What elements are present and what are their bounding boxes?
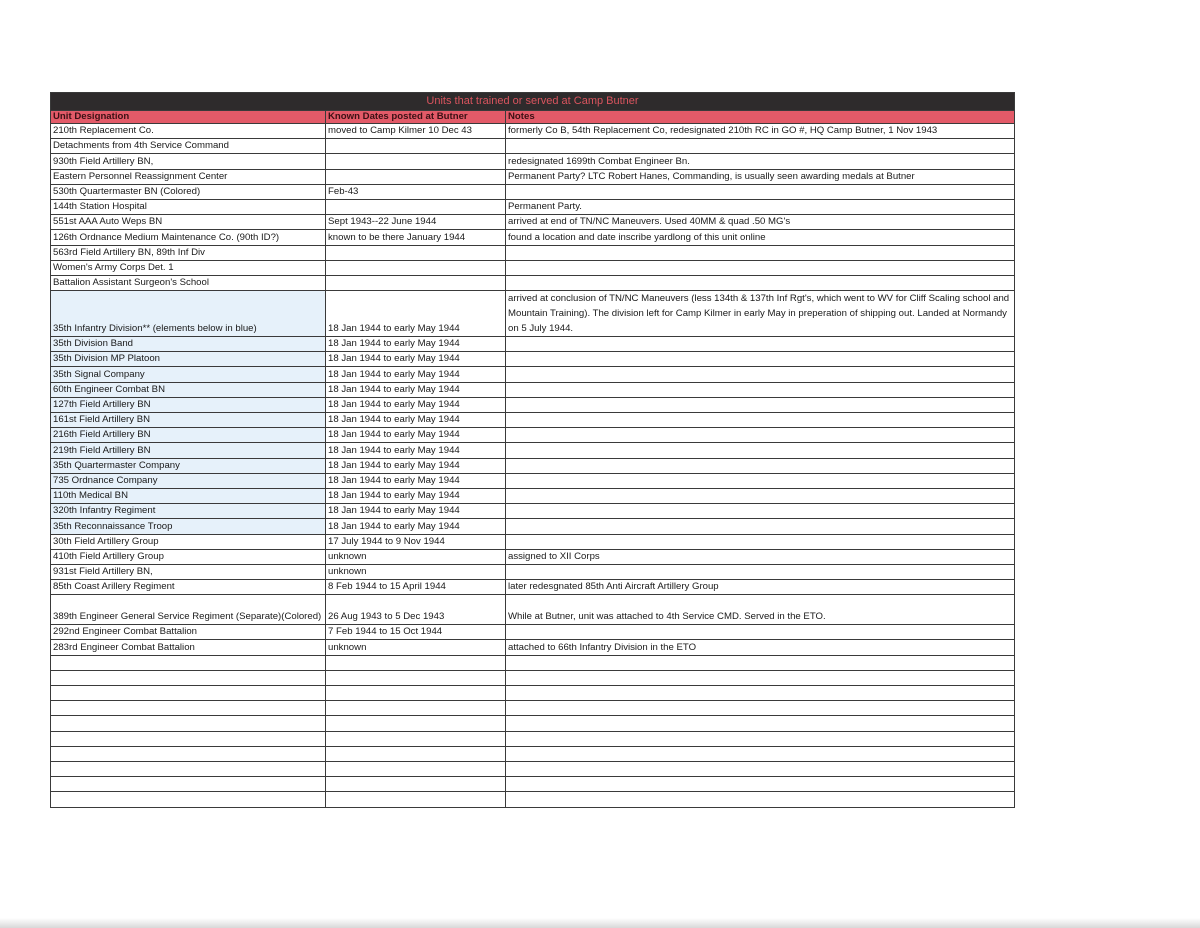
- empty-cell: [506, 761, 1015, 776]
- dates-cell: 18 Jan 1944 to early May 1944: [326, 337, 506, 352]
- dates-cell: 18 Jan 1944 to early May 1944: [326, 458, 506, 473]
- unit-cell: 735 Ordnance Company: [51, 473, 326, 488]
- table-row: [51, 337, 1015, 352]
- table-title: Units that trained or served at Camp Butner: [51, 93, 1015, 111]
- unit-cell: 219th Field Artillery BN: [51, 443, 326, 458]
- table-row: [51, 428, 1015, 443]
- empty-cell: [326, 761, 506, 776]
- dates-cell: unknown: [326, 564, 506, 579]
- dates-cell: 18 Jan 1944 to early May 1944: [326, 397, 506, 412]
- notes-cell: attached to 66th Infantry Division in the ETO: [506, 640, 1015, 655]
- dates-cell: Sept 1943--22 June 1944: [326, 215, 506, 230]
- notes-cell: [506, 443, 1015, 458]
- table-row: [51, 169, 1015, 184]
- unit-cell: 35th Quartermaster Company: [51, 458, 326, 473]
- table-row: [51, 291, 1015, 337]
- table-row: [51, 382, 1015, 397]
- dates-cell: [326, 154, 506, 169]
- unit-cell: 161st Field Artillery BN: [51, 413, 326, 428]
- unit-cell: 35th Reconnaissance Troop: [51, 519, 326, 534]
- notes-cell: found a location and date inscribe yardlong of this unit online: [506, 230, 1015, 245]
- unit-cell: 85th Coast Arillery Regiment: [51, 580, 326, 595]
- empty-cell: [506, 655, 1015, 670]
- dates-cell: 18 Jan 1944 to early May 1944: [326, 473, 506, 488]
- dates-cell: 18 Jan 1944 to early May 1944: [326, 428, 506, 443]
- empty-cell: [51, 701, 326, 716]
- table-row: [51, 625, 1015, 640]
- header-row: [51, 111, 1015, 124]
- empty-cell: [506, 701, 1015, 716]
- table-row: [51, 413, 1015, 428]
- dates-cell: [326, 260, 506, 275]
- empty-cell: [51, 777, 326, 792]
- empty-row: [51, 746, 1015, 761]
- unit-cell: 35th Division MP Platoon: [51, 352, 326, 367]
- table-row: [51, 139, 1015, 154]
- notes-cell: [506, 382, 1015, 397]
- notes-cell: While at Butner, unit was attached to 4th Service CMD. Served in the ETO.: [506, 595, 1015, 625]
- empty-cell: [51, 731, 326, 746]
- table-row: [51, 640, 1015, 655]
- empty-row: [51, 655, 1015, 670]
- dates-cell: [326, 139, 506, 154]
- dates-cell: 18 Jan 1944 to early May 1944: [326, 443, 506, 458]
- table-row: [51, 534, 1015, 549]
- table-row: [51, 564, 1015, 579]
- unit-cell: 283rd Engineer Combat Battalion: [51, 640, 326, 655]
- table-row: [51, 595, 1015, 625]
- notes-cell: [506, 488, 1015, 503]
- dates-cell: 18 Jan 1944 to early May 1944: [326, 519, 506, 534]
- unit-cell: 320th Infantry Regiment: [51, 504, 326, 519]
- empty-cell: [51, 761, 326, 776]
- empty-cell: [51, 792, 326, 807]
- unit-cell: 35th Division Band: [51, 337, 326, 352]
- dates-cell: 18 Jan 1944 to early May 1944: [326, 504, 506, 519]
- dates-cell: 18 Jan 1944 to early May 1944: [326, 291, 506, 337]
- empty-cell: [506, 670, 1015, 685]
- notes-cell: assigned to XII Corps: [506, 549, 1015, 564]
- table-row: [51, 352, 1015, 367]
- dates-cell: 26 Aug 1943 to 5 Dec 1943: [326, 595, 506, 625]
- dates-cell: moved to Camp Kilmer 10 Dec 43: [326, 124, 506, 139]
- table-row: [51, 488, 1015, 503]
- table-row: [51, 215, 1015, 230]
- empty-cell: [326, 655, 506, 670]
- empty-row: [51, 716, 1015, 731]
- dates-cell: Feb-43: [326, 184, 506, 199]
- empty-cell: [506, 777, 1015, 792]
- dates-cell: [326, 199, 506, 214]
- empty-cell: [326, 701, 506, 716]
- table-row: [51, 473, 1015, 488]
- notes-cell: [506, 352, 1015, 367]
- dates-cell: [326, 275, 506, 290]
- notes-cell: [506, 625, 1015, 640]
- dates-cell: 8 Feb 1944 to 15 April 1944: [326, 580, 506, 595]
- dates-cell: [326, 169, 506, 184]
- empty-cell: [51, 686, 326, 701]
- unit-cell: 110th Medical BN: [51, 488, 326, 503]
- unit-cell: Eastern Personnel Reassignment Center: [51, 169, 326, 184]
- empty-row: [51, 761, 1015, 776]
- empty-cell: [326, 716, 506, 731]
- unit-cell: 210th Replacement Co.: [51, 124, 326, 139]
- empty-cell: [326, 731, 506, 746]
- unit-cell: 35th Signal Company: [51, 367, 326, 382]
- notes-cell: redesignated 1699th Combat Engineer Bn.: [506, 154, 1015, 169]
- notes-cell: arrived at end of TN/NC Maneuvers. Used 40MM & quad .50 MG's: [506, 215, 1015, 230]
- table-row: [51, 199, 1015, 214]
- unit-cell: 551st AAA Auto Weps BN: [51, 215, 326, 230]
- notes-cell: [506, 519, 1015, 534]
- notes-cell: [506, 260, 1015, 275]
- notes-cell: [506, 139, 1015, 154]
- notes-cell: [506, 337, 1015, 352]
- notes-cell: [506, 275, 1015, 290]
- unit-cell: 563rd Field Artillery BN, 89th Inf Div: [51, 245, 326, 260]
- empty-cell: [326, 792, 506, 807]
- empty-cell: [506, 746, 1015, 761]
- dates-cell: 18 Jan 1944 to early May 1944: [326, 413, 506, 428]
- unit-cell: Detachments from 4th Service Command: [51, 139, 326, 154]
- empty-cell: [51, 655, 326, 670]
- unit-cell: 931st Field Artillery BN,: [51, 564, 326, 579]
- empty-cell: [51, 716, 326, 731]
- unit-cell: 216th Field Artillery BN: [51, 428, 326, 443]
- empty-cell: [326, 777, 506, 792]
- notes-cell: Permanent Party.: [506, 199, 1015, 214]
- empty-row: [51, 731, 1015, 746]
- empty-cell: [326, 686, 506, 701]
- notes-cell: formerly Co B, 54th Replacement Co, redesignated 210th RC in GO #, HQ Camp Butner, 1 Nov 1943: [506, 124, 1015, 139]
- empty-row: [51, 792, 1015, 807]
- table-row: [51, 458, 1015, 473]
- header-notes: Notes: [506, 111, 1015, 124]
- unit-cell: 410th Field Artillery Group: [51, 549, 326, 564]
- table-row: [51, 154, 1015, 169]
- table-row: [51, 519, 1015, 534]
- table-row: [51, 443, 1015, 458]
- units-table: [50, 92, 1015, 808]
- title-row: [51, 93, 1015, 111]
- table-row: [51, 245, 1015, 260]
- notes-cell: [506, 367, 1015, 382]
- unit-cell: Women's Army Corps Det. 1: [51, 260, 326, 275]
- table-row: [51, 549, 1015, 564]
- notes-cell: Permanent Party? LTC Robert Hanes, Commanding, is usually seen awarding medals at Butner: [506, 169, 1015, 184]
- notes-cell: later redesgnated 85th Anti Aircraft Artillery Group: [506, 580, 1015, 595]
- notes-cell: [506, 473, 1015, 488]
- table-row: [51, 275, 1015, 290]
- notes-cell: arrived at conclusion of TN/NC Maneuvers (less 134th & 137th Inf Rgt's, which went to WV for Cliff Scaling school and Mountain Training). The division left for Camp Kilmer in early May in preperation of shipping out. Landed at Normandy on 5 July 1944.: [506, 291, 1015, 337]
- scan-edge: [0, 918, 1200, 928]
- unit-cell: 127th Field Artillery BN: [51, 397, 326, 412]
- empty-row: [51, 777, 1015, 792]
- dates-cell: 17 July 1944 to 9 Nov 1944: [326, 534, 506, 549]
- table-row: [51, 397, 1015, 412]
- notes-cell: [506, 458, 1015, 473]
- table-row: [51, 504, 1015, 519]
- empty-row: [51, 686, 1015, 701]
- header-known-dates: Known Dates posted at Butner: [326, 111, 506, 124]
- notes-cell: [506, 428, 1015, 443]
- unit-cell: 292nd Engineer Combat Battalion: [51, 625, 326, 640]
- header-unit-designation: Unit Designation: [51, 111, 326, 124]
- empty-row: [51, 670, 1015, 685]
- dates-cell: 18 Jan 1944 to early May 1944: [326, 352, 506, 367]
- dates-cell: 18 Jan 1944 to early May 1944: [326, 367, 506, 382]
- unit-cell: 126th Ordnance Medium Maintenance Co. (90th ID?): [51, 230, 326, 245]
- table-row: [51, 580, 1015, 595]
- unit-cell: 35th Infantry Division** (elements below in blue): [51, 291, 326, 337]
- table-row: [51, 367, 1015, 382]
- unit-cell: 389th Engineer General Service Regiment (Separate)(Colored): [51, 595, 326, 625]
- table-row: [51, 230, 1015, 245]
- table-row: [51, 260, 1015, 275]
- empty-cell: [506, 716, 1015, 731]
- table-row: [51, 124, 1015, 139]
- table-row: [51, 184, 1015, 199]
- unit-cell: Battalion Assistant Surgeon's School: [51, 275, 326, 290]
- dates-cell: unknown: [326, 549, 506, 564]
- unit-cell: 144th Station Hospital: [51, 199, 326, 214]
- unit-cell: 60th Engineer Combat BN: [51, 382, 326, 397]
- unit-cell: 30th Field Artillery Group: [51, 534, 326, 549]
- empty-cell: [326, 670, 506, 685]
- dates-cell: 18 Jan 1944 to early May 1944: [326, 488, 506, 503]
- notes-cell: [506, 564, 1015, 579]
- empty-cell: [51, 746, 326, 761]
- dates-cell: 7 Feb 1944 to 15 Oct 1944: [326, 625, 506, 640]
- notes-cell: [506, 184, 1015, 199]
- notes-cell: [506, 534, 1015, 549]
- empty-cell: [506, 686, 1015, 701]
- notes-cell: [506, 413, 1015, 428]
- empty-cell: [51, 670, 326, 685]
- empty-cell: [506, 731, 1015, 746]
- empty-cell: [326, 746, 506, 761]
- dates-cell: [326, 245, 506, 260]
- dates-cell: 18 Jan 1944 to early May 1944: [326, 382, 506, 397]
- dates-cell: known to be there January 1944: [326, 230, 506, 245]
- notes-cell: [506, 504, 1015, 519]
- empty-row: [51, 701, 1015, 716]
- notes-cell: [506, 397, 1015, 412]
- dates-cell: unknown: [326, 640, 506, 655]
- unit-cell: 530th Quartermaster BN (Colored): [51, 184, 326, 199]
- empty-cell: [506, 792, 1015, 807]
- notes-cell: [506, 245, 1015, 260]
- unit-cell: 930th Field Artillery BN,: [51, 154, 326, 169]
